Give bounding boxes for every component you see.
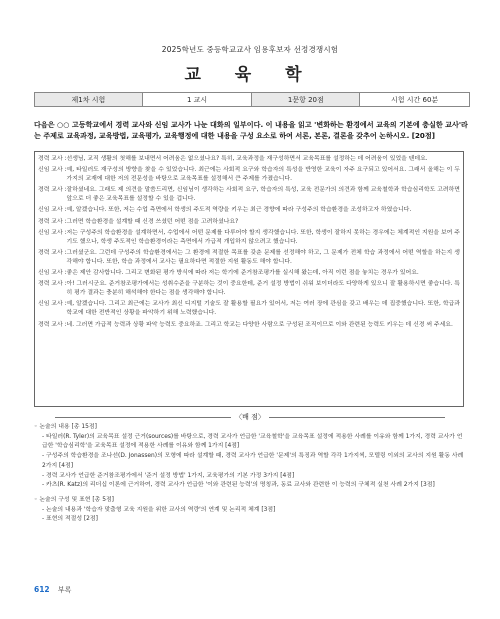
rubric-item: - 논술의 내용과 '학습자 맞춤형 교육 지원을 위한 교사의 역량'의 연계 및 논리적 체계 [3점]: [42, 506, 276, 513]
speech-text: 잘하셨네요. 그래도 제 의견을 말씀드리면, 신임님이 생각하는 사회적 요구, 학습자의 특성, 교육 전문가의 의견과 함께 교육철학과 학습심리학도 고려하면 앞으로 더 좋은 교육목표를 설정할 수 있을 겁니다.: [66, 187, 460, 203]
dialogue-turn: [38, 249, 460, 267]
speaker-label: 경력 교사 :: [38, 187, 67, 194]
rubric-box: [34, 423, 464, 555]
rubric-item: - 카츠(R. Katz)의 리더십 이론에 근거하여, 경력 교사가 언급한 '이와 관련된 능력'의 명칭과, 동료 교사와 관련한 이 능력의 구체적 실천 사례 2가지 [3점]: [42, 482, 435, 489]
page-footer: [34, 585, 71, 595]
speaker-label: 경력 교사 :: [38, 249, 67, 256]
speech-text: 좋은 제안 감사합니다. 그리고 변화된 평가 방식에 따라 저는 학기에 준거참조평가를 실시해 왔는데, 아직 이런 점을 놓치는 경우가 있어요.: [66, 270, 419, 277]
dialogue-turn: [38, 321, 460, 330]
dialogue-turn: [38, 229, 460, 247]
page-number: 612: [34, 585, 50, 594]
dialogue-turn: [38, 269, 460, 278]
speech-text: 아! 그러시군요. 준거참조평가에서는 성취수준을 구분하는 것이 중요한데, 준거 설정 방법이 쉬워 보이더라도 다양하게 있으니 잘 활용하시면 좋습니다. 특히 평가 결과는 충분히 해석해야 한다는 점을 생각해야 합니다.: [66, 281, 460, 297]
rubric-item: - 경력 교사가 언급한 준거참조평가에서 '준거 설정 방법' 1가지, 교육평가의 기본 가정 3가지 [4점]: [42, 472, 295, 479]
speech-text: 예, 타일러도 재구성의 방향을 찾을 수 있었습니다. 최근에는 사회적 요구와 학습자의 특성을 반영한 교육이 자주 요구되고 있어서요. 그래서 올해는 이 두 가지의 교재에 대한 저의 전문성을 바탕으로 교육목표를 설정해서 큰 주제를 가졌습니다.: [66, 167, 460, 183]
speaker-label: 경력 교사 :: [38, 281, 67, 288]
rubric-section-heading: ◦ 논술의 구성 및 표현 [총 5점]: [34, 496, 114, 503]
rubric-item: - 구성주의 학습환경을 조나선(D. Jonassen)의 모형에 따라 설계할 때, 경력 교사가 언급한 '문제'의 특징과 역할 각각 1가지씩, 모델링 이외의 교사의 지원 활동 사례 2가지 [4점]: [42, 453, 464, 469]
question-prompt: 다음은 ○○ 고등학교에서 경력 교사와 신임 교사가 나눈 대화의 일부이다. 이 내용을 읽고 '변화하는 환경에서 교육의 기본에 충실한 교사'라는 주제로 교육과정, 교육방법, 교육평가, 교육행정에 대한 내용을 구성 요소로 하여 서론, 본론, 결론을 갖추어 논하시오. [20점]: [34, 120, 468, 140]
speech-text: 그러셨군요. 그런데 구성주의 학습환경에서는 그 환경에 적절한 목표를 갖춘 문제를 선정해야 하고, 그 문제가 전체 학습 과정에서 어떤 역할을 하는지 생각해야 합니다. 또한, 학습 과정에서 교사는 필요하다면 적절한 지원 활동도 해야 합니다.: [66, 249, 460, 265]
rubric-title: 〈배 점〉: [0, 412, 500, 422]
dialogue-turn: [38, 300, 460, 318]
speaker-label: 신임 교사 :: [38, 207, 67, 214]
speaker-label: 신임 교사 :: [38, 167, 67, 174]
speech-text: 예, 알겠습니다. 또한, 저는 수업 측면에서 학생의 주도적 역량을 키우는 최근 경향에 따라 구성주의 학습환경을 조성하고자 하였습니다.: [66, 207, 412, 214]
period-cell: 1 교시: [142, 93, 252, 107]
rubric-item: - 타일러(R. Tyler)의 교육목표 설정 근거(sources)를 바탕으로, 경력 교사가 언급한 '교육철학'을 교육목표 설정에 적용한 사례를 이유와 함께 1가지, 경력 교사가 언급한 '학습심리학'을 교육목표 설정에 적용한 사례를 이유와 함께 1가지 [4점]: [42, 433, 463, 450]
speech-text: 네. 그러면 가급적 능력과 상황 파악 능력도 중요하죠. 그리고 학교는 다양한 사람으로 구성된 조직이므로 이와 관련된 능력도 키우는 데 신경 써 주세요.: [66, 321, 453, 328]
speaker-label: 경력 교사 :: [38, 218, 67, 225]
dialogue-turn: [38, 155, 460, 164]
questions-cell: 1문항 20점: [252, 93, 360, 107]
subject-title: 교 육 학: [184, 65, 316, 85]
dialogue-turn: [38, 280, 460, 298]
speaker-label: 신임 교사 :: [38, 229, 67, 236]
speaker-label: 경력 교사 :: [38, 156, 67, 162]
dialogue-box: [34, 151, 464, 407]
time-cell: 시험 시간 60분: [360, 93, 470, 107]
dialogue-turn: [38, 166, 460, 184]
exam-title: 2025학년도 중등학교교사 임용후보자 선정경쟁시험: [161, 45, 339, 54]
rubric-item: - 표현의 적절성 [2점]: [42, 516, 98, 523]
rubric-section-heading: ◦ 논술의 내용 [총 15점]: [34, 424, 97, 430]
footer-section: 부록: [57, 586, 72, 594]
speaker-label: 신임 교사 :: [38, 301, 67, 308]
dialogue-turn: [38, 218, 460, 227]
speech-text: 선생님, 교직 생활의 첫해를 보내면서 어려움은 없으셨나요? 특히, 교육과정을 재구성하면서 교육목표를 설정하는 데 어려움이 있었을 텐데요.: [66, 156, 428, 162]
speech-text: 예, 알겠습니다. 그리고 최근에는 교사가 최신 디지털 기술도 잘 활용할 필요가 있어서, 저는 여러 장에 관심을 갖고 배우는 데 집중했습니다. 또한, 학급과 학교에 대한 전반적인 상황을 파악하기 위해 노력했습니다.: [66, 301, 460, 317]
speech-text: 그러면 학습환경을 설계할 때 신경 쓰셨던 어떤 점을 고려하셨나요?: [66, 218, 239, 225]
speaker-label: 경력 교사 :: [38, 321, 67, 328]
dialogue-turn: [38, 186, 460, 204]
speaker-label: 신임 교사 :: [38, 270, 67, 277]
speech-text: 저는 구성주의 학습환경을 설계하면서, 수업에서 어떤 문제를 다루어야 할지 생각했습니다. 또한, 학생이 잘하지 못하는 경우에는 체계적인 지원을 보여 주기도 했으나, 학생 주도적인 학습환경이라는 측면에서 가급적 개입하지 않으려고 했습니다.: [66, 229, 460, 245]
exam-info-table: [34, 92, 470, 107]
dialogue-turn: [38, 206, 460, 215]
session-cell: 제1차 시험: [35, 93, 143, 107]
